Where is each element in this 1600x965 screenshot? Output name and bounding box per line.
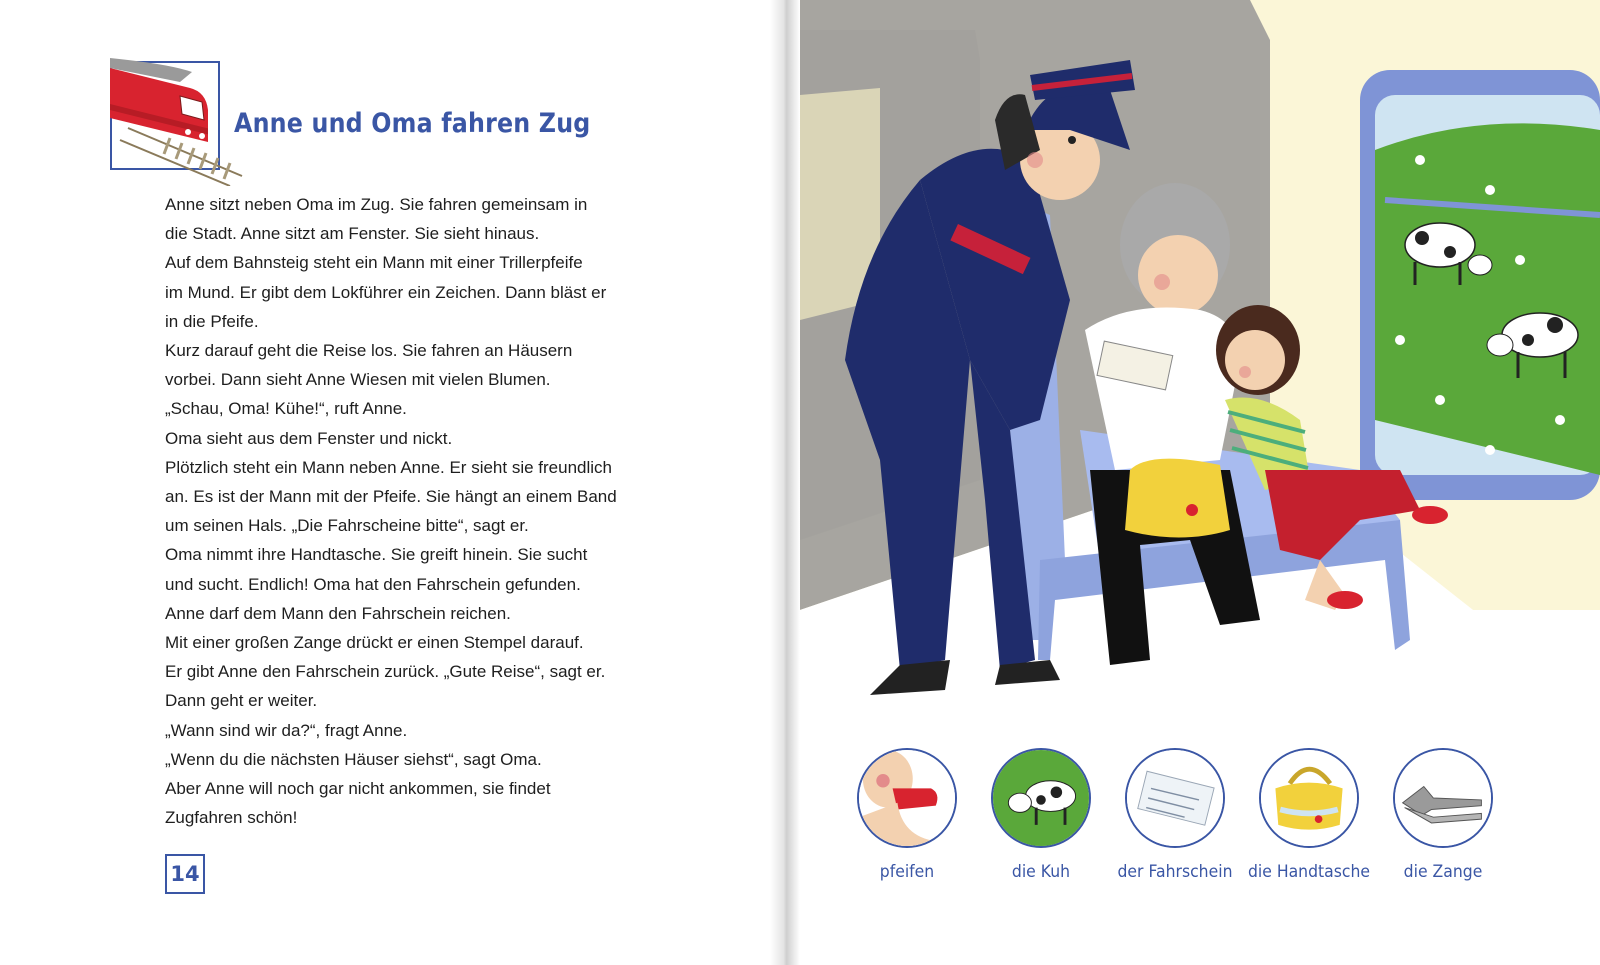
vocab-label: der Fahrschein [1117, 862, 1233, 882]
story-line: Aber Anne will noch gar nicht ankommen, sie findet [165, 779, 551, 799]
story-line: Anne darf dem Mann den Fahrschein reichen. [165, 603, 511, 623]
story-line: im Mund. Er gibt dem Lokführer ein Zeichen. Dann bläst er [165, 282, 607, 302]
book-gutter [770, 0, 800, 965]
story-line: Auf dem Bahnsteig steht ein Mann mit einer Trillerpfeife [165, 253, 583, 273]
story-line: „Wenn du die nächsten Häuser siehst“, sagt Oma. [165, 749, 542, 769]
vocab-label: die Kuh [1011, 862, 1071, 882]
story-line: um seinen Hals. „Die Fahrscheine bitte“, sagt er. [165, 516, 529, 536]
vocab-item-handtasche [1232, 748, 1382, 898]
story-line: Mit einer großen Zange drückt er einen Stempel darauf. [165, 633, 584, 653]
page-title: Anne und Oma fahren Zug [234, 108, 591, 139]
train-compartment-illustration [800, 0, 1600, 720]
story-line: Oma sieht aus dem Fenster und nickt. [165, 428, 453, 448]
vocab-item-pfeifen [830, 748, 980, 898]
story-line: „Schau, Oma! Kühe!“, ruft Anne. [165, 399, 407, 419]
story-line: die Stadt. Anne sitzt am Fenster. Sie sieht hinaus. [165, 224, 540, 244]
story-line: Kurz darauf geht die Reise los. Sie fahren an Häusern [165, 341, 573, 361]
pliers-icon [1393, 748, 1493, 848]
vocab-label: die Zange [1403, 862, 1483, 882]
vocab-item-fahrschein [1098, 748, 1248, 898]
story-line: Er gibt Anne den Fahrschein zurück. „Gute Reise“, sagt er. [165, 662, 606, 682]
vocab-label: pfeifen [879, 862, 935, 882]
whistle-icon [857, 748, 957, 848]
vocab-label: die Handtasche [1247, 862, 1371, 882]
story-line: Plötzlich steht ein Mann neben Anne. Er sieht sie freundlich [165, 457, 612, 477]
cow-icon [991, 748, 1091, 848]
story-line: „Wann sind wir da?“, fragt Anne. [165, 720, 408, 740]
right-page [800, 0, 1600, 965]
story-line: in die Pfeife. [165, 311, 259, 331]
story-line: und sucht. Endlich! Oma hat den Fahrschein gefunden. [165, 574, 581, 594]
page-number: 14 [165, 854, 205, 894]
story-line: Dann geht er weiter. [165, 691, 318, 711]
story-text [165, 190, 685, 832]
vocab-item-zange [1366, 748, 1516, 898]
ticket-icon [1125, 748, 1225, 848]
story-line: Zugfahren schön! [165, 808, 298, 828]
story-line: Anne sitzt neben Oma im Zug. Sie fahren gemeinsam in [165, 195, 588, 214]
train-icon [110, 58, 245, 186]
story-line: an. Es ist der Mann mit der Pfeife. Sie hängt an einem Band [165, 487, 617, 507]
handbag-icon [1259, 748, 1359, 848]
story-line: Oma nimmt ihre Handtasche. Sie greift hinein. Sie sucht [165, 545, 588, 565]
vocab-item-kuh [964, 748, 1114, 898]
story-line: vorbei. Dann sieht Anne Wiesen mit vielen Blumen. [165, 370, 551, 390]
left-page [0, 0, 785, 965]
